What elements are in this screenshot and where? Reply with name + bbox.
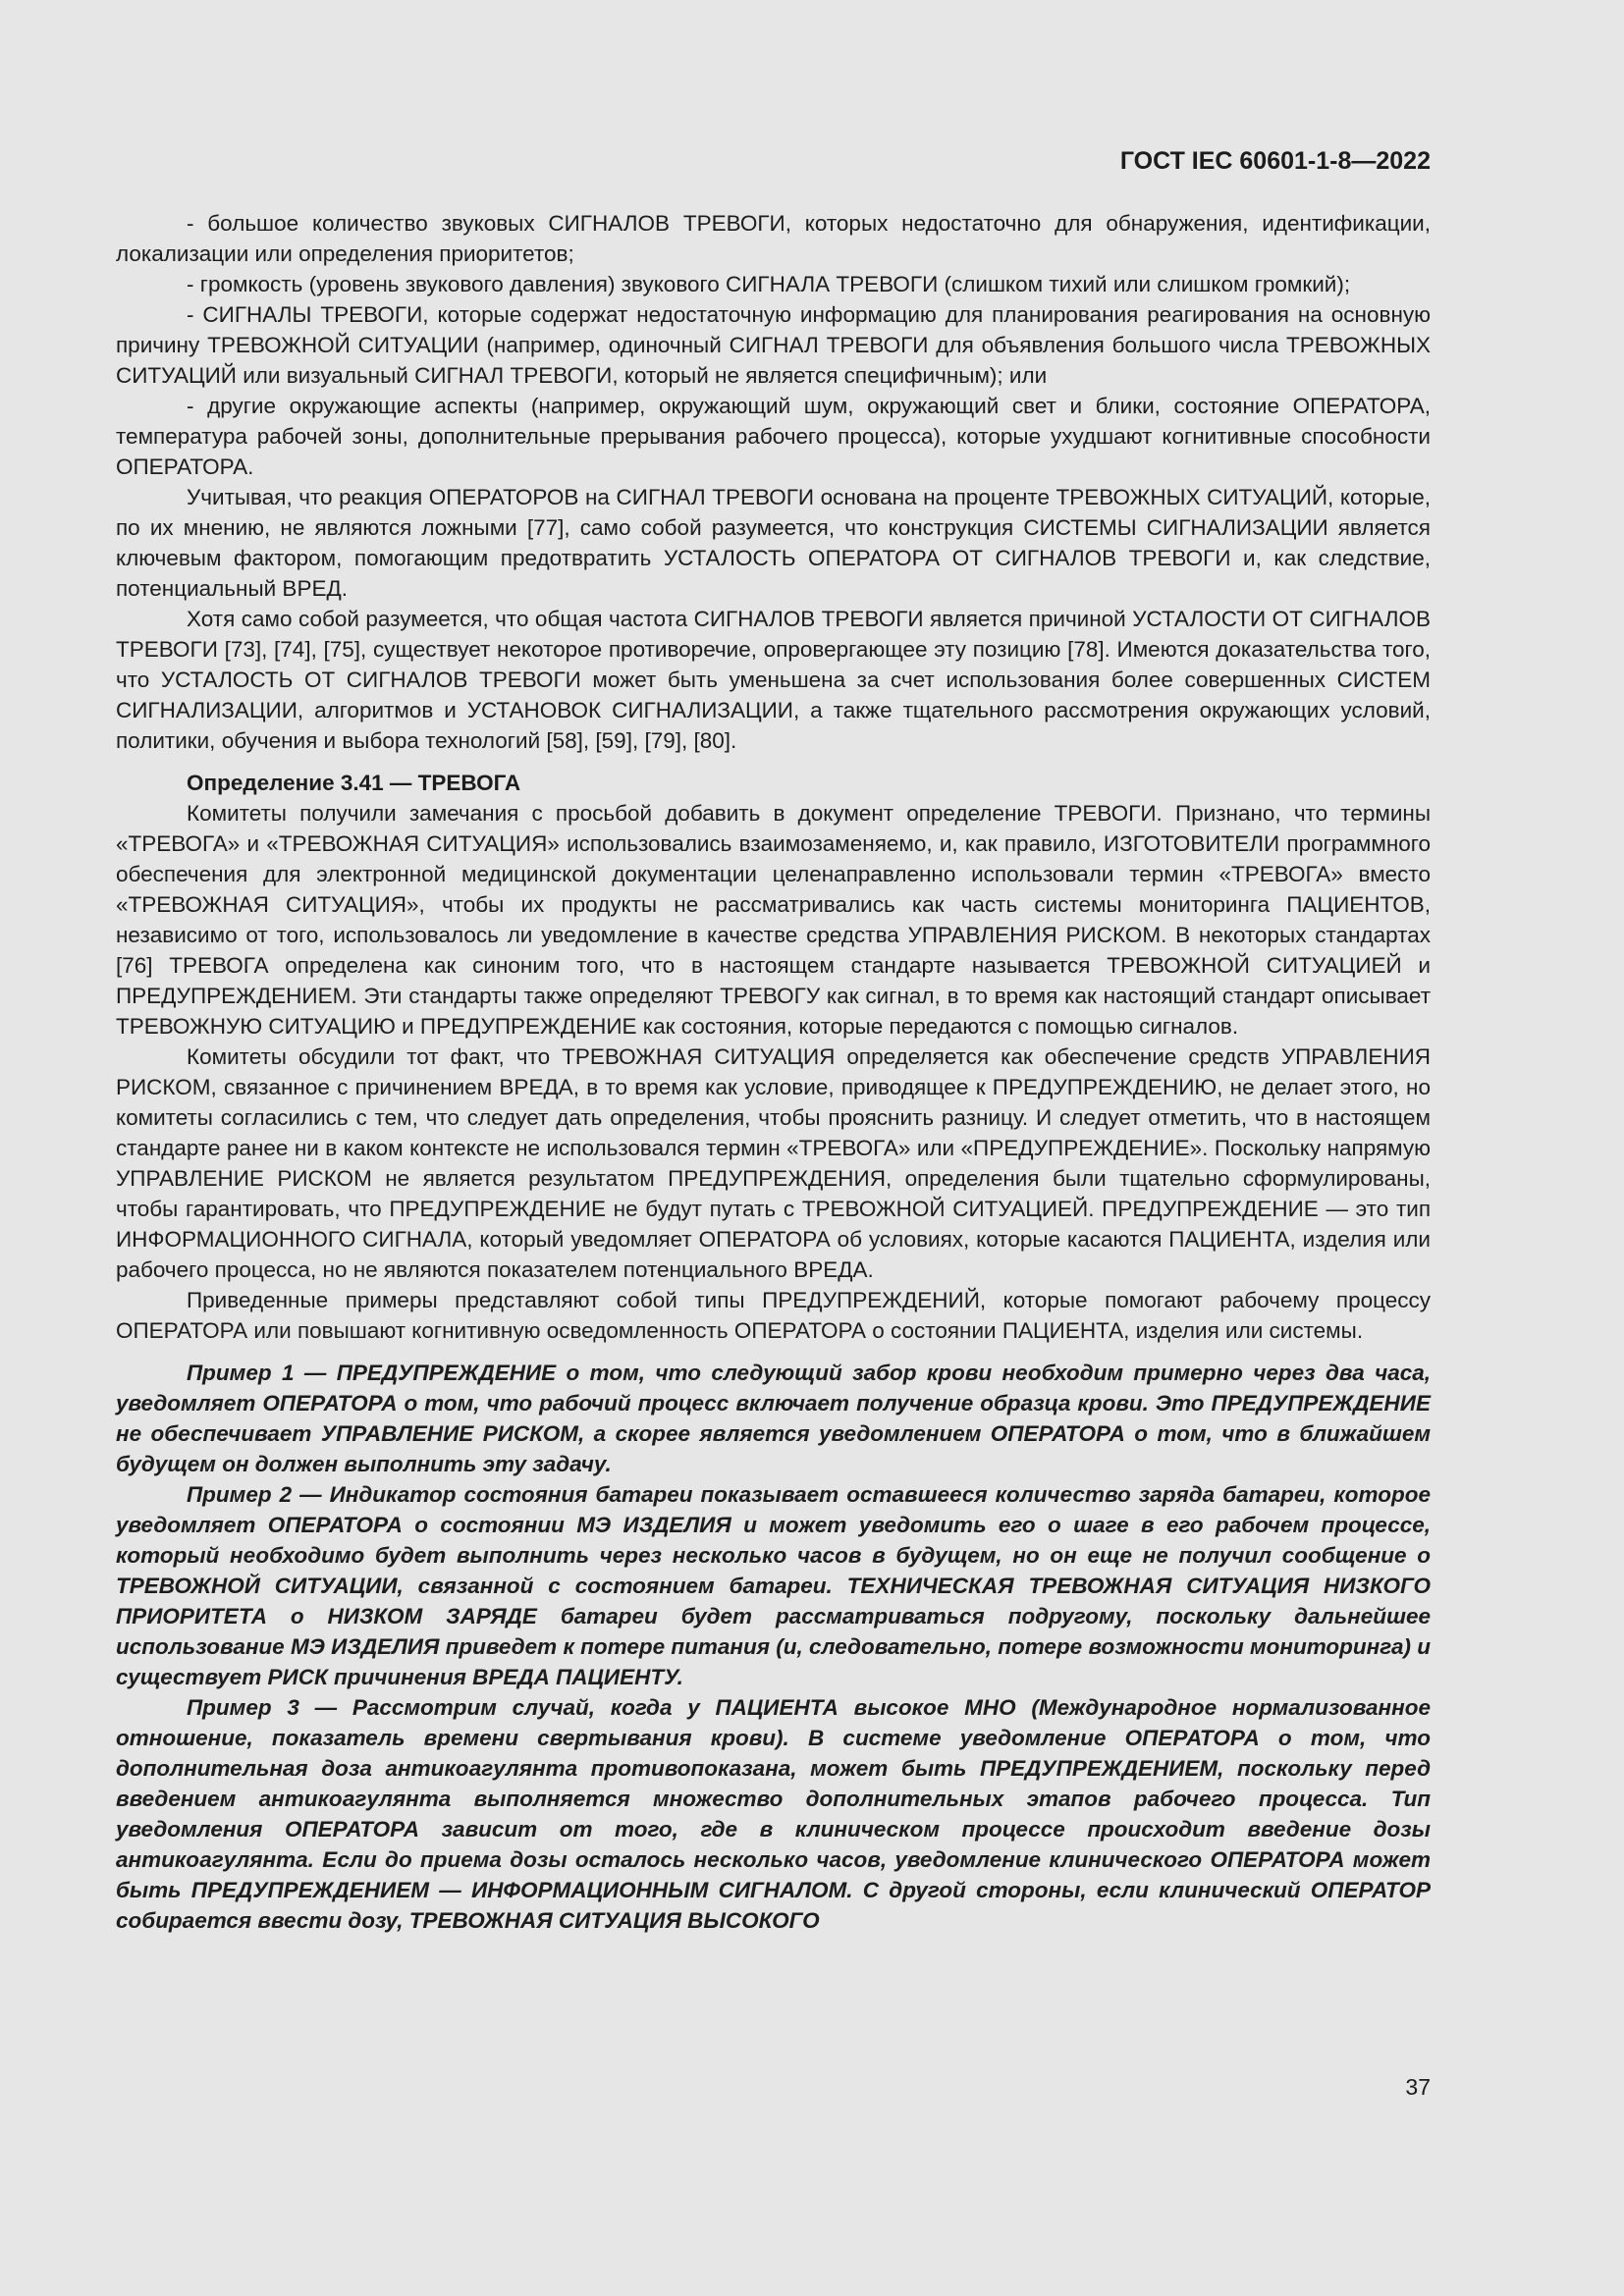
list-item: - громкость (уровень звукового давления) звукового СИГНАЛА ТРЕВОГИ (слишком тихий или слишком громкий); <box>187 272 1351 296</box>
example-paragraph: Пример 2 — Индикатор состояния батареи показывает оставшееся количество заряда батареи, которое уведомляет ОПЕРАТОРА о состоянии МЭ ИЗДЕЛИЯ и может уведомить его о шаге в его рабочем процессе, который необходимо будет выполнить через несколько часов в будущем, но он еще не получил сообщение о ТРЕВОЖНОЙ СИТУАЦИИ, связанной с состоянием батареи. ТЕХНИЧЕСКАЯ ТРЕВОЖНАЯ СИТУАЦИЯ НИЗКОГО ПРИОРИТЕТА о НИЗКОМ ЗАРЯДЕ батареи будет рассматриваться подругому, поскольку дальнейшее использование МЭ ИЗДЕЛИЯ приведет к потере питания (и, следовательно, потере возможности мониторинга) и существует РИСК причинения ВРЕДА ПАЦИЕНТУ. <box>116 1482 1431 1689</box>
list-item: - СИГНАЛЫ ТРЕВОГИ, которые содержат недостаточную информацию для планирования реагирования на основную причину ТРЕВОЖНОЙ СИТУАЦИИ (например, одиночный СИГНАЛ ТРЕВОГИ для объявления большого числа ТРЕВОЖНЫХ СИТУАЦИЙ или визуальный СИГНАЛ ТРЕВОГИ, который не является специфичным); или <box>116 302 1431 388</box>
list-item: - большое количество звуковых СИГНАЛОВ ТРЕВОГИ, которых недостаточно для обнаружения, идентификации, локализации или определения приоритетов; <box>116 211 1431 266</box>
body-paragraph: Приведенные примеры представляют собой типы ПРЕДУПРЕЖДЕНИЙ, которые помогают рабочему процессу ОПЕРАТОРА или повышают когнитивную осведомленность ОПЕРАТОРА о состоянии ПАЦИЕНТА, изделия или системы. <box>116 1288 1431 1343</box>
definition-title: Определение 3.41 — ТРЕВОГА <box>187 771 521 795</box>
list-item: - другие окружающие аспекты (например, окружающий шум, окружающий свет и блики, состояние ОПЕРАТОРА, температура рабочей зоны, дополнительные прерывания рабочего процесса), которые ухудшают когнитивные способности ОПЕРАТОРА. <box>116 394 1431 479</box>
example-paragraph: Пример 3 — Рассмотрим случай, когда у ПАЦИЕНТА высокое МНО (Международное нормализованное отношение, показатель времени свертывания крови). В системе уведомление ОПЕРАТОРА о том, что дополнительная доза антикоагулянта противопоказана, может быть ПРЕДУПРЕЖДЕНИЕМ, поскольку перед введением антикоагулянта выполняется множество дополнительных этапов рабочего процесса. Тип уведомления ОПЕРАТОРА зависит от того, где в клиническом процессе происходит введение дозы антикоагулянта. Если до приема дозы осталось несколько часов, уведомление клинического ОПЕРАТОРА может быть ПРЕДУПРЕЖДЕНИЕМ — ИНФОРМАЦИОННЫМ СИГНАЛОМ. С другой стороны, если клинический ОПЕРАТОР собирается ввести дозу, ТРЕВОЖНАЯ СИТУАЦИЯ ВЫСОКОГО <box>116 1695 1431 1933</box>
page-number: 37 <box>1405 2074 1431 2100</box>
document-header: ГОСТ IEC 60601-1-8—2022 <box>1119 147 1431 175</box>
body-paragraph: Учитывая, что реакция ОПЕРАТОРОВ на СИГНАЛ ТРЕВОГИ основана на проценте ТРЕВОЖНЫХ СИТУАЦИЙ, которые, по их мнению, не являются ложными [77], само собой разумеется, что конструкция СИСТЕМЫ СИГНАЛИЗАЦИИ является ключевым фактором, помогающим предотвратить УСТАЛОСТЬ ОПЕРАТОРА ОТ СИГНАЛОВ ТРЕВОГИ и, как следствие, потенциальный ВРЕД. <box>116 485 1431 601</box>
body-paragraph: Комитеты обсудили тот факт, что ТРЕВОЖНАЯ СИТУАЦИЯ определяется как обеспечение средств УПРАВЛЕНИЯ РИСКОМ, связанное с причинением ВРЕДА, в то время как условие, приводящее к ПРЕДУПРЕЖДЕНИЮ, не делает этого, но комитеты согласились с тем, что следует дать определения, чтобы прояснить разницу. И следует отметить, что в настоящем стандарте ранее ни в каком контексте не использовался термин «ТРЕВОГА» или «ПРЕДУПРЕЖДЕНИЕ». Поскольку напрямую УПРАВЛЕНИЕ РИСКОМ не является результатом ПРЕДУПРЕЖДЕНИЯ, определения были тщательно сформулированы, чтобы гарантировать, что ПРЕДУПРЕЖДЕНИЕ не будут путать с ТРЕВОЖНОЙ СИТУАЦИЕЙ. ПРЕДУПРЕЖДЕНИЕ — это тип ИНФОРМАЦИОННОГО СИГНАЛА, который уведомляет ОПЕРАТОРА об условиях, которые касаются ПАЦИЕНТА, изделия или рабочего процесса, но не являются показателем потенциального ВРЕДА. <box>116 1044 1431 1282</box>
example-paragraph: Пример 1 — ПРЕДУПРЕЖДЕНИЕ о том, что следующий забор крови необходим примерно через два часа, уведомляет ОПЕРАТОРА о том, что рабочий процесс включает получение образца крови. Это ПРЕДУПРЕЖДЕНИЕ не обеспечивает УПРАВЛЕНИЕ РИСКОМ, а скорее является уведомлением ОПЕРАТОРА о том, что в ближайшем будущем он должен выполнить эту задачу. <box>116 1361 1431 1476</box>
body-paragraph: Комитеты получили замечания с просьбой добавить в документ определение ТРЕВОГИ. Признано, что термины «ТРЕВОГА» и «ТРЕВОЖНАЯ СИТУАЦИЯ» использовались взаимозаменяемо, и, как правило, ИЗГОТОВИТЕЛИ программного обеспечения для электронной медицинской документации целенаправленно использовали термин «ТРЕВОГА» вместо «ТРЕВОЖНАЯ СИТУАЦИЯ», чтобы их продукты не рассматривались как часть системы мониторинга ПАЦИЕНТОВ, независимо от того, использовалось ли уведомление в качестве средства УПРАВЛЕНИЯ РИСКОМ. В некоторых стандартах [76] ТРЕВОГА определена как синоним того, что в настоящем стандарте называется ТРЕВОЖНОЙ СИТУАЦИЕЙ и ПРЕДУПРЕЖДЕНИЕМ. Эти стандарты также определяют ТРЕВОГУ как сигнал, в то время как настоящий стандарт описывает ТРЕВОЖНУЮ СИТУАЦИЮ и ПРЕДУПРЕЖДЕНИЕ как состояния, которые передаются с помощью сигналов. <box>116 801 1431 1039</box>
body-paragraph: Хотя само собой разумеется, что общая частота СИГНАЛОВ ТРЕВОГИ является причиной УСТАЛОСТИ ОТ СИГНАЛОВ ТРЕВОГИ [73], [74], [75], существует некоторое противоречие, опровергающее эту позицию [78]. Имеются доказательства того, что УСТАЛОСТЬ ОТ СИГНАЛОВ ТРЕВОГИ может быть уменьшена за счет использования более совершенных СИСТЕМ СИГНАЛИЗАЦИИ, алгоритмов и УСТАНОВОК СИГНАЛИЗАЦИИ, а также тщательного рассмотрения окружающих условий, политики, обучения и выбора технологий [58], [59], [79], [80]. <box>116 607 1431 753</box>
